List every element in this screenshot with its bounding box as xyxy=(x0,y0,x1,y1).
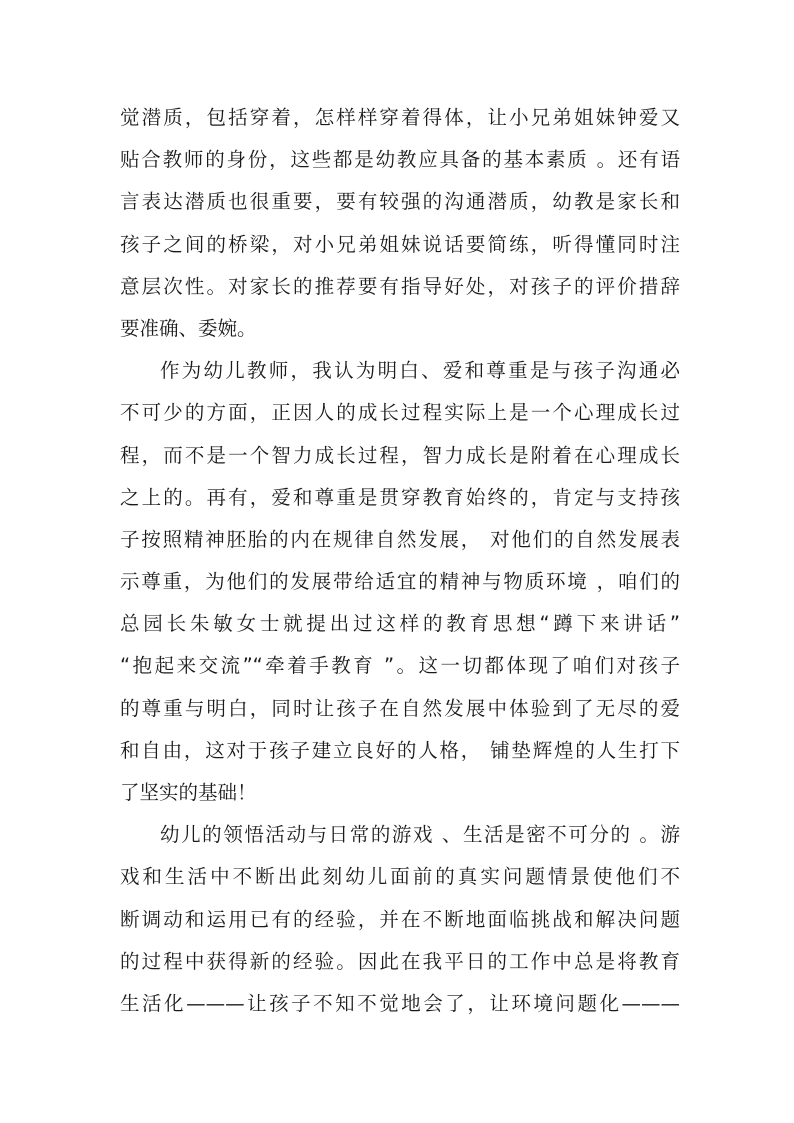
text-line: 言表达潜质也很重要，要有较强的沟通潜质，幼教是家长和 xyxy=(120,190,680,214)
text-line: 贴合教师的身份，这些都是幼教应具备的基本素质 。还有语 xyxy=(120,148,680,172)
text-line: 断调动和运用已有的经验，并在不断地面临挑战和解决问题 xyxy=(120,907,680,931)
text-line: 的过程中获得新的经验。因此在我平日的工作中总是将教育 xyxy=(120,949,680,973)
text-line: 了坚实的基础！ xyxy=(120,781,257,804)
text-line: 要准确、委婉。 xyxy=(120,316,257,340)
text-line: 总园长朱敏女士就提出过这样的教育思想“蹲下来讲话” xyxy=(120,612,680,636)
text-line: 幼儿的领悟活动与日常的游戏 、生活是密不可分的 。游 xyxy=(160,823,680,847)
text-line: 不可少的方面，正因人的成长过程实际上是一个心理成长过 xyxy=(120,401,680,425)
text-line: 程，而不是一个智力成长过程，智力成长是附着在心理成长 xyxy=(120,443,680,467)
text-line: 作为幼儿教师，我认为明白、爱和尊重是与孩子沟通必 xyxy=(160,359,680,383)
body-text xyxy=(120,97,680,1025)
text-line: “抱起来交流”“牵着手教育 ”。这一切都体现了咱们对孩子 xyxy=(120,654,680,678)
text-line: 之上的。再有，爱和尊重是贯穿教育始终的，肯定与支持孩 xyxy=(120,485,680,509)
text-line: 生活化———让孩子不知不觉地会了，让环境问题化——— xyxy=(120,991,680,1015)
text-line: 示尊重，为他们的发展带给适宜的精神与物质环境 ，咱们的 xyxy=(120,570,680,594)
text-line: 孩子之间的桥梁，对小兄弟姐妹说话要简练，听得懂同时注 xyxy=(120,232,680,256)
text-line: 意层次性。对家长的推荐要有指导好处，对孩子的评价措辞 xyxy=(120,274,680,298)
text-line: 子按照精神胚胎的内在规律自然发展， 对他们的自然发展表 xyxy=(120,527,680,551)
text-line: 和自由，这对于孩子建立良好的人格， 铺垫辉煌的人生打下 xyxy=(120,738,680,762)
text-line: 的尊重与明白，同时让孩子在自然发展中体验到了无尽的爱 xyxy=(120,696,680,720)
text-line: 戏和生活中不断出此刻幼儿面前的真实问题情景使他们不 xyxy=(120,865,680,889)
text-line: 觉潜质，包括穿着，怎样样穿着得体，让小兄弟姐妹钟爱又 xyxy=(120,106,680,129)
